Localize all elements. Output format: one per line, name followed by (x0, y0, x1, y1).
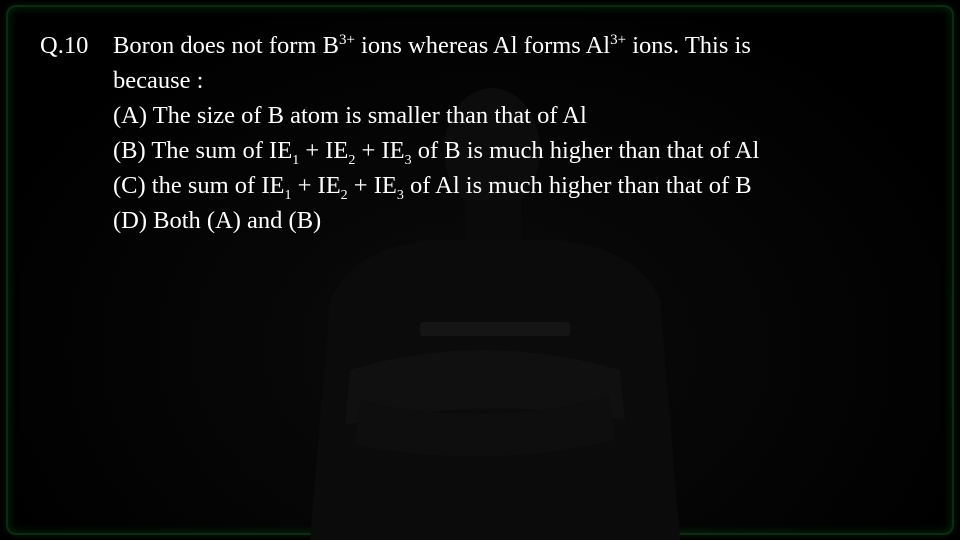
options-list (113, 98, 873, 238)
question-block (40, 28, 873, 238)
option-c: (C) the sum of $IE_1 + IE_2 + IE_3$ of Al is much higher than that of B (113, 172, 752, 203)
question-stem-line2: because : (113, 67, 204, 94)
option-d: (D) Both (A) and (B) (113, 207, 322, 234)
option-a: (A) The size of B atom is smaller than that of Al (113, 102, 587, 129)
option-b: (B) The sum of $IE_1 + IE_2 + IE_3$ of B is much higher than that of Al (113, 137, 760, 168)
question-stem: Boron does not form $B^{3+}$ ions whereas Al forms $Al^{3+}$ ions. This is because : (113, 32, 751, 94)
question-number: Q.10 (40, 32, 89, 59)
